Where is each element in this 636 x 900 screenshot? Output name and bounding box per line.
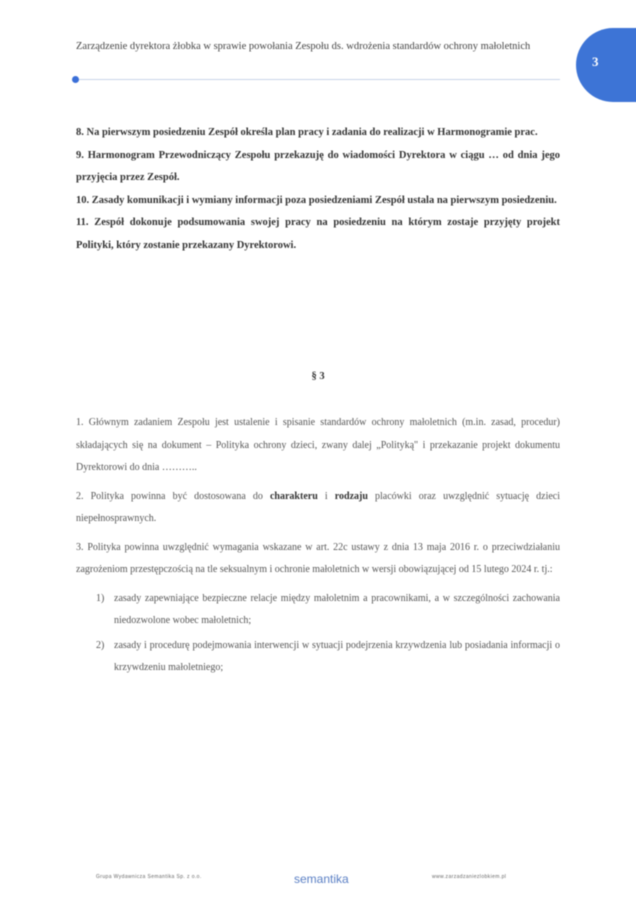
header-title: Zarządzenie dyrektora żłobka w sprawie powołania Zespołu ds. wdrożenia standardów ochrony małoletnich	[76, 41, 531, 52]
header-divider	[76, 79, 560, 80]
paragraph-2-start: 2. Polityka powinna być dostosowana do	[76, 490, 270, 502]
list-item-number: 1)	[96, 592, 105, 604]
list-item	[76, 588, 560, 633]
bold-item-11: 11. Zespół dokonuje podsumowania swojej pracy na posiedzeniu na którym zostaje przyjęty projekt Polityki, który zostanie przekazany Dyrektorowi.	[76, 217, 560, 251]
paragraph-2-bold-2: rodzaju	[334, 490, 368, 502]
paragraph-2-mid: i	[317, 490, 335, 502]
paragraph-3: 3. Polityka powinna uwzględnić wymagania wskazane w art. 22c ustawy z dnia 13 maja 2016 r. o przeciwdziałaniu zagrożeniom przestępczością na tle seksualnym i ochronie małoletnich w wersji obowiązującej od 15 lutego 2024 r. tj.:	[76, 541, 560, 575]
bold-items-block	[76, 122, 560, 257]
footer-publisher: Grupa Wydawnicza Semantika Sp. z o.o.	[96, 874, 202, 880]
bold-item-10: 10. Zasady komunikacji i wymiany informacji poza posiedzeniami Zespół ustala na pierwszym posiedzeniu.	[76, 194, 557, 206]
footer-website: www.zarzadzaniezlobkiem.pl	[432, 874, 507, 880]
paragraph-2-end: placówki oraz uwzględnić sytuację dzieci niepełnosprawnych.	[76, 490, 561, 524]
list-item-text: zasady zapewniające bezpieczne relacje między małoletnim a pracownikami, a w szczególności zachowania niedozwolone wobec małoletnich;	[114, 592, 560, 626]
bold-item-9: 9. Harmonogram Przewodniczący Zespołu przekazuję do wiadomości Dyrektora w ciągu … od dnia jego przyjęcia przez Zespół.	[76, 149, 560, 183]
header-dot	[72, 76, 79, 83]
list-item	[76, 635, 560, 680]
list-item-text: zasady i procedurę podejmowania interwencji w sytuacji podejrzenia krzywdzenia lub posiadania informacji o krzywdzeniu małoletniego;	[114, 639, 560, 673]
footer	[0, 872, 636, 886]
requirements-list	[76, 588, 560, 680]
bold-item-8: 8. Na pierwszym posiedzeniu Zespół określa plan pracy i zadania do realizacji w Harmonogramie prac.	[76, 127, 538, 138]
paragraph-1: 1. Głównym zadaniem Zespołu jest ustalenie i spisanie standardów ochrony małoletnich (m.in. zasad, procedur) składających się na dokument – Polityka ochrony dzieci, zwany dalej „Polityką" i przekazanie projekt dokumentu Dyrektorowi do dnia ………..	[76, 417, 560, 473]
page-number: 3	[592, 54, 599, 69]
section-title: § 3	[311, 371, 325, 382]
list-item-number: 2)	[96, 639, 105, 651]
paragraph-2	[76, 486, 560, 531]
section-body	[76, 412, 560, 682]
paragraph-2-bold-1: charakteru	[269, 490, 318, 502]
semantika-logo: semantika	[294, 872, 349, 886]
page-number-badge	[576, 28, 636, 102]
